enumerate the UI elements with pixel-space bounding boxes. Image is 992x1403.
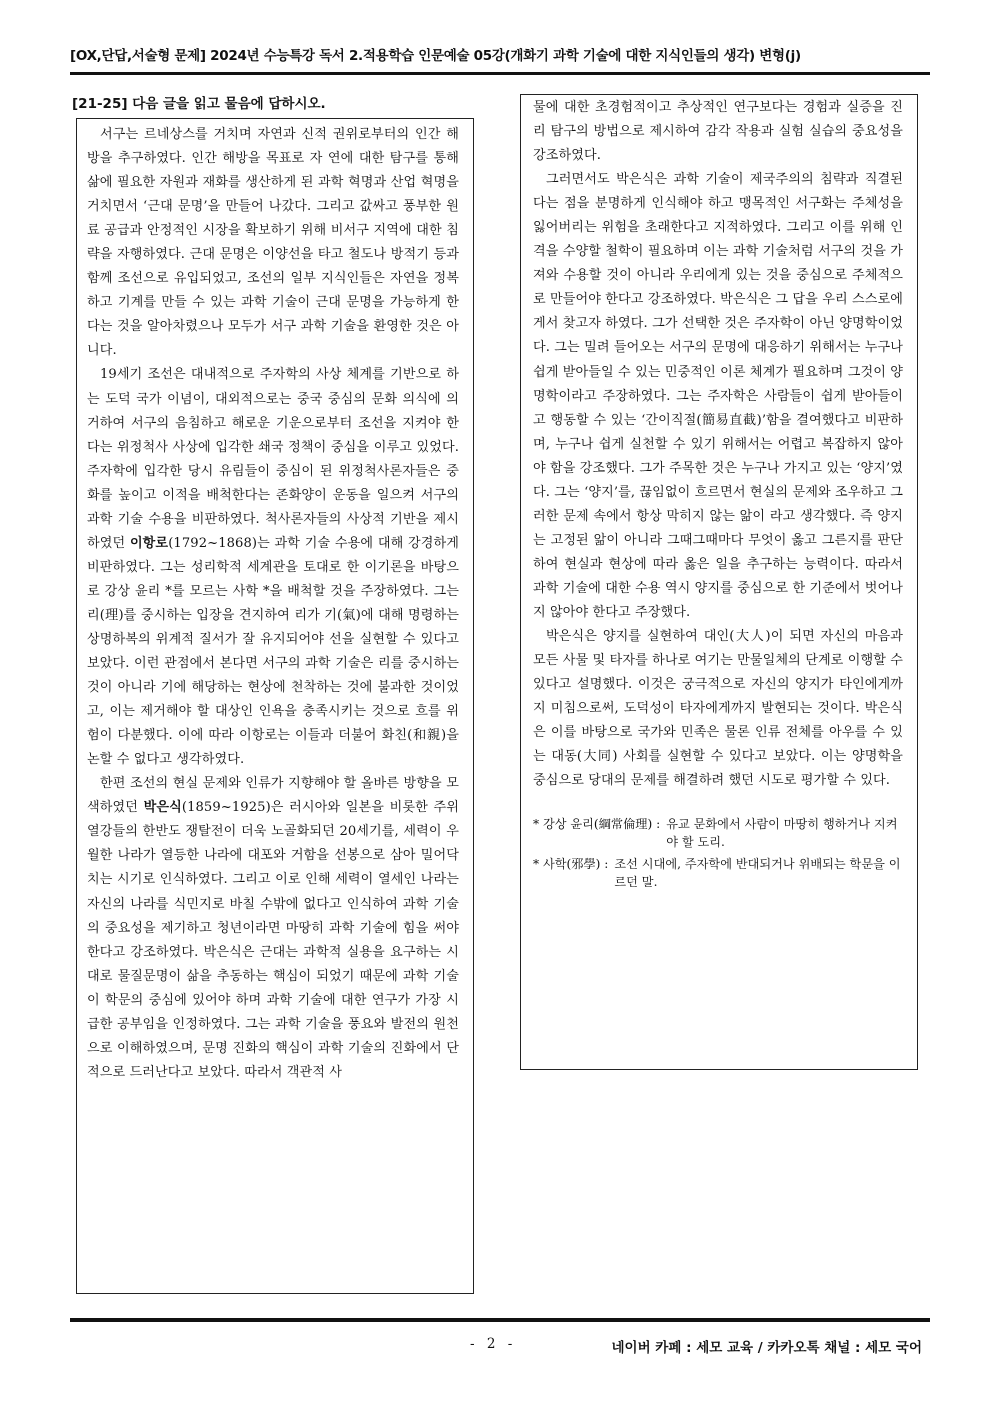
passage-box-left — [76, 118, 474, 1294]
page-number: - 2 - — [470, 1336, 517, 1352]
footnote-definition: 조선 시대에, 주자학에 반대되거나 위배되는 학문을 이르던 말. — [614, 857, 901, 890]
paragraph-2-text-a: 19세기 조선은 대내적으로 주자학의 사상 체계를 기반으로 하는 도덕 국가 이념이, 대외적으로는 중국 중심의 문화 의식에 의거하여 서구의 음침하고 해로운 기운으로부터 조선을 지켜야 한다는 위정척사 사상에 입각한 쇄국 정책이 중심을 이루고 있었다. 주자학에 입각한 당시 유림들이 중심이 된 위정척사론자들은 중화를 높이고 이적을 배척한다는 존화양이 운동을 일으켜 서구의 과학 기술 수용을 비판하였다. 척사론자들의 사상적 기반을 제시하였던 — [87, 367, 459, 551]
footnote-item — [533, 855, 903, 891]
passage-paragraph-4: 그러면서도 박은식은 과학 기술이 제국주의의 침략과 직결된다는 점을 분명하게 인식해야 하고 맹목적인 서구화는 주체성을 잃어버리는 위험을 초래한다고 지적하였다. 그리고 이를 위해 인격을 수양할 철학이 필요하며 이는 과학 기술처럼 서구의 것을 가져와 수용할 것이 아니라 우리에게 있는 것을 중심으로 주체적으로 만들어야 한다고 강조하였다. 박은식은 그 답을 우리 스스로에게서 찾고자 하였다. 그가 선택한 것은 주자학이 아닌 양명학이었다. 그는 밀려 들어오는 서구의 문명에 대응하기 위해서는 누구나 쉽게 받아들일 수 있는 민중적인 이론 체계가 필요하며 그것이 양명학이라고 주장하였다. 그는 주자학은 사람들이 쉽게 받아들이고 행동할 수 있는 ‘간이직절(簡易直截)’함을 결여했다고 비판하며, 누구나 쉽게 실천할 수 있기 위해서는 어렵고 복잡하지 않아야 함을 강조했다. 그가 주목한 것은 누구나 가지고 있는 ‘양지’였다. 그는 ‘양지’를, 끊임없이 흐르면서 현실의 문제와 조우하고 그러한 문제 속에서 항상 막히지 않는 앎이 라고 생각했다. 즉 양지는 고정된 앎이 아니라 그때그때마다 무엇이 옳고 그른지를 판단하여 현실과 현상에 따라 옳은 일을 추구하는 능력이다. 따라서 과학 기술에 대한 수용 역시 양지를 중심으로 한 기준에서 벗어나지 않아야 한다고 주장했다. — [533, 172, 903, 620]
footnote-term: * 강상 윤리(綱常倫理) : — [533, 817, 661, 832]
question-instruction: [21-25] 다음 글을 읽고 물음에 답하시오. — [72, 96, 326, 112]
footnote-definition: 유교 문화에서 사람이 마땅히 행하거나 지켜야 할 도리. — [666, 817, 898, 850]
footnote-item — [533, 815, 903, 851]
passage-box-right — [520, 94, 918, 1070]
name-lee-hangro: 이항로 — [129, 535, 169, 551]
footnote-term: * 사학(邪學) : — [533, 857, 609, 872]
footnotes — [533, 815, 903, 891]
passage-paragraph-5: 박은식은 양지를 실현하여 대인(大人)이 되면 자신의 마음과 모든 사물 및 타자를 하나로 여기는 만물일체의 단계로 이행할 수 있다고 설명했다. 이것은 궁극적으로 자신의 양지가 타인에게까지 미침으로써, 도덕성이 타자에게까지 발현되는 것이다. 박은식은 이를 바탕으로 국가와 민족은 물론 인류 전체를 아우를 수 있는 대동(大同) 사회를 실현할 수 있다고 보았다. 이는 양명학을 중심으로 당대의 문제를 해결하려 했던 시도로 평가할 수 있다. — [533, 629, 903, 789]
footer-divider — [70, 1318, 930, 1322]
paragraph-3-text-b: (1859~1925)은 러시아와 일본을 비롯한 주위 열강들의 한반도 쟁탈전이 더욱 노골화되던 20세기를, 세력이 우월한 나라가 열등한 나라에 대포와 거함을 선봉으로 삼아 밀어닥치는 시기로 인식하였다. 그리고 이로 인해 세력이 열세인 나라는 자신의 나라를 식민지로 바칠 수밖에 없다고 인식하여 과학 기술의 중요성을 제기하고 청년이라면 마땅히 과학 기술에 힘을 써야 한다고 강조하였다. 박은식은 근대는 과학적 실용을 요구하는 시대로 물질문명이 삶을 추동하는 핵심이 되었기 때문에 과학 기술이 학문의 중심에 있어야 하며 과학 기술에 대한 연구가 가장 시급한 공부임을 인정하였다. 그는 과학 기술을 풍요와 발전의 원천으로 이해하였으며, 문명 진화의 핵심이 과학 기술의 진화에서 단적으로 드러난다고 보았다. 따라서 객관적 사 — [87, 800, 459, 1080]
header-divider — [70, 72, 930, 75]
paragraph-3-text-a: 한편 조선의 현실 문제와 인류가 지향해야 할 올바른 방향을 모색하였던 — [87, 776, 459, 816]
passage-paragraph-3 — [87, 772, 459, 1085]
passage-paragraph-2 — [87, 363, 459, 772]
paragraph-2-text-b: (1792~1868)는 과학 기술 수용에 대해 강경하게 비판하였다. 그는 성리학적 세계관을 토대로 한 이기론을 바탕으로 강상 윤리 *를 모르는 사학 *을 배척할 것을 주장하였다. 그는 리(理)를 중시하는 입장을 견지하여 리가 기(氣)에 대해 명령하는 상명하복의 위계적 질서가 잘 유지되어야 선을 실현할 수 있다고 보았다. 이런 관점에서 본다면 서구의 과학 기술은 리를 중시하는 것이 아니라 기에 해당하는 현상에 천착하는 것에 불과한 것이었고, 이는 제거해야 할 대상인 인욕을 충족시키는 것으로 흐를 위험이 다분했다. 이에 따라 이항로는 이들과 더불어 화친(和親)을 논할 수 없다고 생각하였다. — [87, 535, 459, 768]
footer-brand-text: 네이버 카페 : 세모 교육 / 카카오톡 채널 : 세모 국어 — [611, 1340, 922, 1356]
name-park-eunsik: 박은식 — [143, 800, 182, 816]
passage-paragraph-1: 서구는 르네상스를 거치며 자연과 신적 권위로부터의 인간 해방을 추구하였다. 인간 해방을 목표로 자 연에 대한 탐구를 통해 삶에 필요한 자원과 재화를 생산하게 된 과학 혁명과 산업 혁명을 거치면서 ‘근대 문명’을 만들어 나갔다. 그리고 값싸고 풍부한 원료 공급과 안정적인 시장을 확보하기 위해 비서구 지역에 대한 침략을 자행하였다. 근대 문명은 이양선을 타고 철도나 방적기 등과 함께 조선으로 유입되었고, 조선의 일부 지식인들은 자연을 정복하고 기계를 만들 수 있는 과학 기술이 근대 문명을 가능하게 한다는 것을 알아차렸으나 모두가 서구 과학 기술을 환영한 것은 아니다. — [87, 127, 459, 359]
document-header-title: [OX,단답,서술형 문제] 2024년 수능특강 독서 2.적용학습 인문예술 05강(개화기 과학 기술에 대한 지식인들의 생각) 변형(j) — [70, 48, 801, 64]
passage-paragraph-3-continued: 물에 대한 초경험적이고 추상적인 연구보다는 경험과 실증을 진리 탐구의 방법으로 제시하여 감각 작용과 실험 실습의 중요성을 강조하였다. — [533, 100, 903, 164]
